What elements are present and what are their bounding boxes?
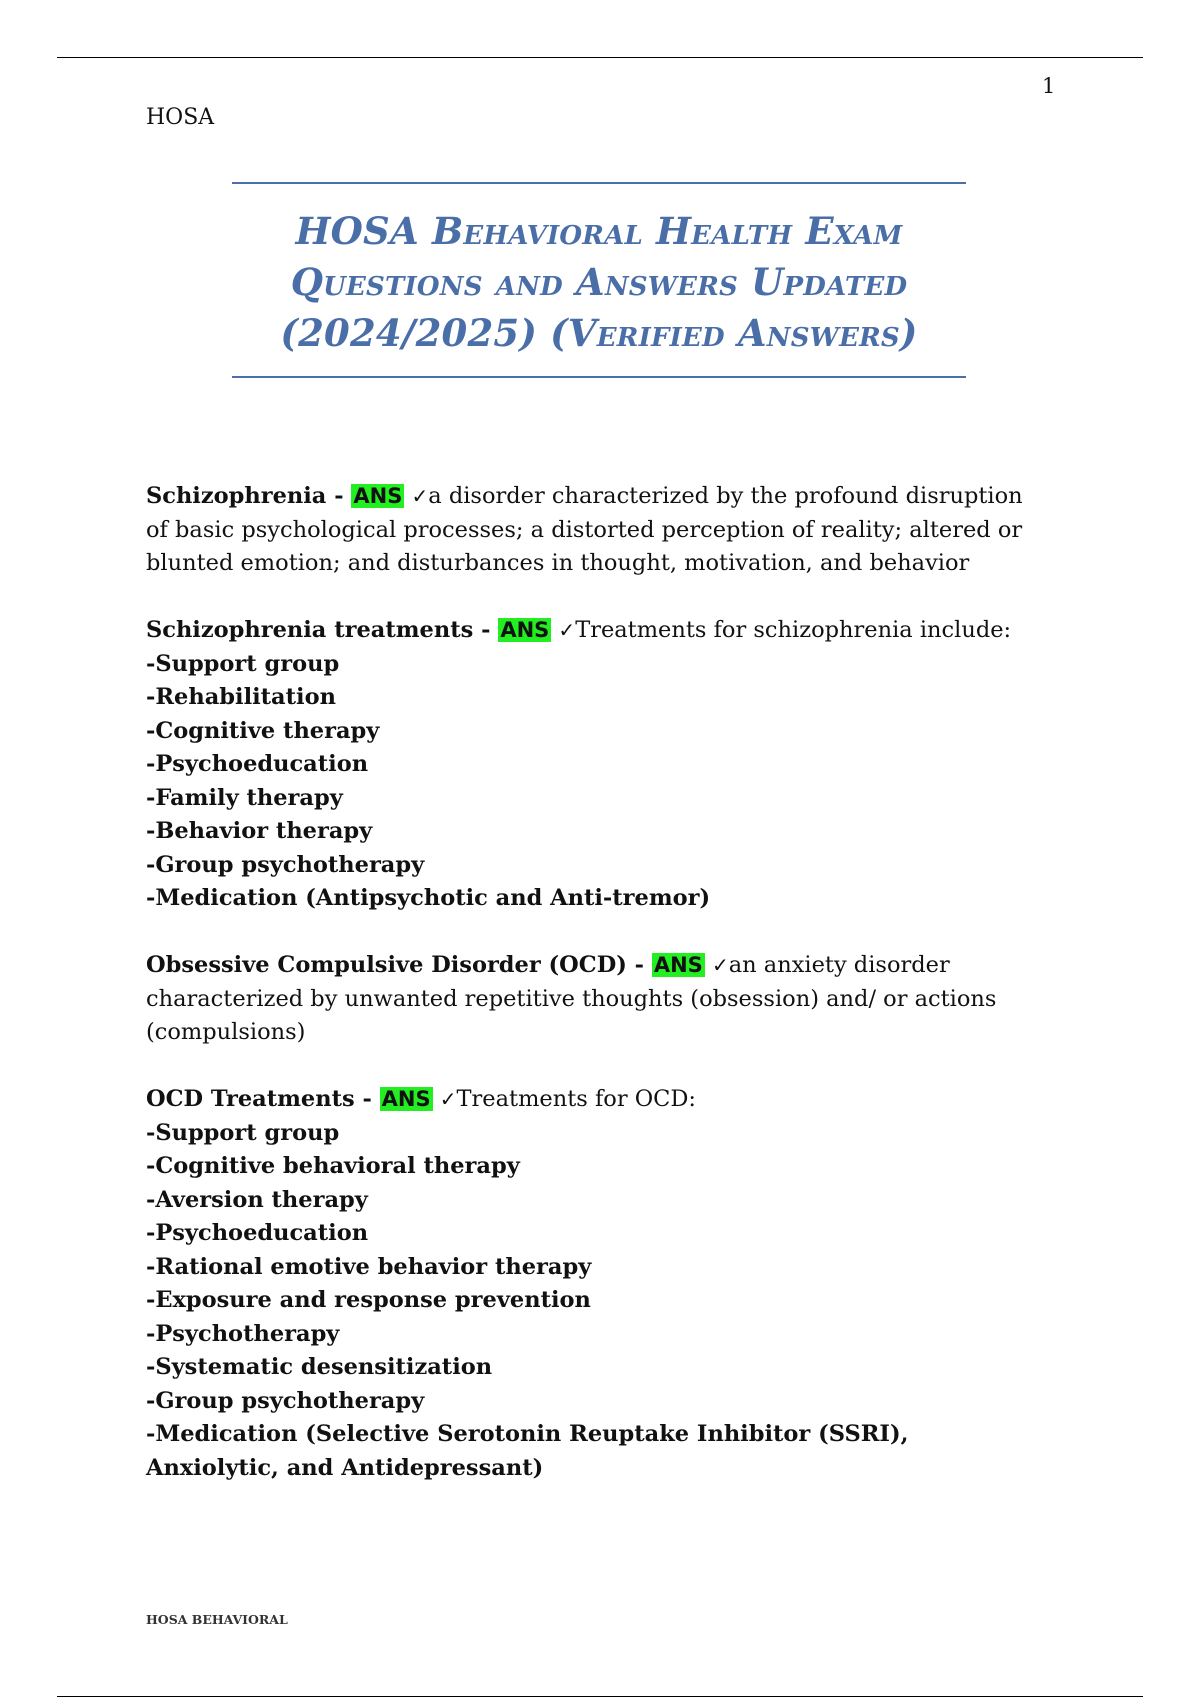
list-item: -Support group	[146, 650, 340, 677]
list-item: -Aversion therapy	[146, 1186, 368, 1213]
title-line: HOSA Behavioral Health Exam	[295, 209, 903, 253]
ans-highlight: ANS	[500, 618, 550, 642]
qa-entry	[146, 480, 1046, 581]
question-term: Obsessive Compulsive Disorder (OCD) -	[146, 952, 652, 978]
list-item: -Medication (Antipsychotic and Anti-tremor)	[146, 885, 711, 911]
list-item: -Rational emotive behavior therapy	[146, 1253, 592, 1280]
answer-text: Treatments for OCD:	[456, 1086, 697, 1112]
checkmark-icon: ✓	[558, 618, 576, 642]
qa-entry	[146, 614, 1046, 916]
list-item: -Cognitive behavioral therapy	[146, 1153, 520, 1179]
ans-highlight: ANS	[653, 953, 703, 977]
title-line: Questions and Answers Updated	[290, 260, 908, 304]
list-item: -Family therapy	[146, 784, 343, 811]
qa-content	[146, 480, 1046, 1519]
list-item: -Medication (Selective Serotonin Reuptake Inhibitor (SSRI), Anxiolytic, and Antidepressant)	[146, 1421, 909, 1481]
list-item: -Behavior therapy	[146, 818, 373, 844]
question-term: Schizophrenia -	[146, 483, 352, 509]
document-title	[232, 206, 966, 359]
footer-rule	[57, 1696, 1143, 1697]
list-item: -Rehabilitation	[146, 684, 336, 710]
title-line: (2024/2025) (Verified Answers)	[280, 311, 918, 355]
qa-entry	[146, 949, 1046, 1050]
list-item: -Group psychotherapy	[146, 851, 425, 878]
list-item: -Systematic desensitization	[146, 1354, 493, 1380]
checkmark-icon: ✓	[711, 953, 729, 977]
list-item: -Exposure and response prevention	[146, 1287, 591, 1313]
footer-text: HOSA BEHAVIORAL	[146, 1612, 288, 1627]
checkmark-icon: ✓	[411, 484, 429, 508]
qa-entry	[146, 1083, 1046, 1485]
list-item: -Psychoeducation	[146, 1220, 369, 1246]
ans-highlight: ANS	[381, 1087, 431, 1111]
page-number: 1	[1042, 74, 1056, 98]
list-item: -Support group	[146, 1119, 340, 1146]
question-term: OCD Treatments -	[146, 1086, 380, 1112]
header-rule	[57, 57, 1143, 58]
answer-text: a disorder characterized by the profound disruption of basic psychological processes; a distorted perception of reality; altered or blunted emotion; and disturbances in thought, motivation, and behavior	[146, 483, 1023, 576]
checkmark-icon: ✓	[439, 1087, 457, 1111]
header-label: HOSA	[146, 105, 215, 130]
answer-text: Treatments for schizophrenia include:	[575, 617, 1012, 643]
title-box	[232, 182, 966, 378]
list-item: -Cognitive therapy	[146, 717, 380, 744]
answer-text: an anxiety disorder characterized by unwanted repetitive thoughts (obsession) and/ or actions (compulsions)	[146, 952, 997, 1045]
ans-highlight: ANS	[353, 484, 403, 508]
list-item: -Psychotherapy	[146, 1320, 340, 1347]
list-item: -Group psychotherapy	[146, 1387, 425, 1414]
question-term: Schizophrenia treatments -	[146, 617, 499, 643]
list-item: -Psychoeducation	[146, 751, 369, 777]
